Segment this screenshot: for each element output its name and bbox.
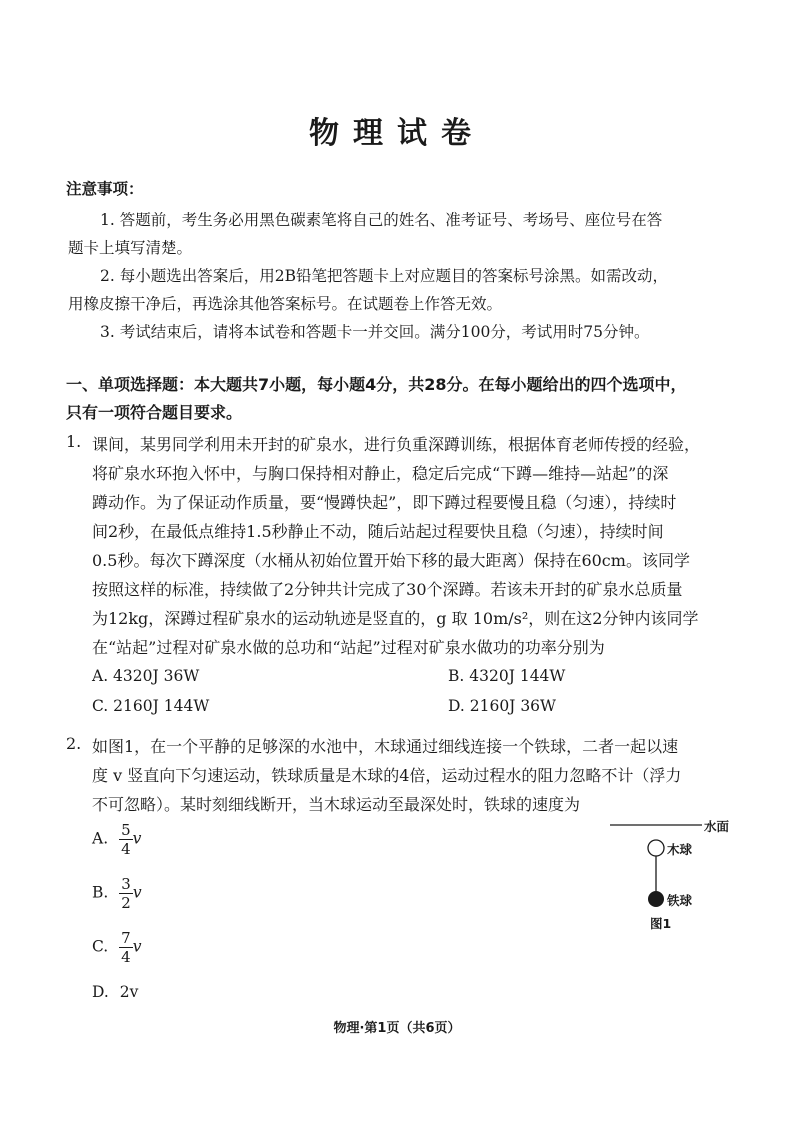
question-number: 1. bbox=[66, 432, 82, 451]
fraction: $\frac{7}{4}$ bbox=[121, 929, 131, 966]
question-number: 2. bbox=[66, 734, 82, 753]
section-heading: 只有一项符合题目要求。 bbox=[66, 403, 243, 422]
iron-ball-label: 铁球 bbox=[667, 893, 693, 908]
section-heading: 一、单项选择题：本大题共7小题，每小题4分，共28分。在每小题给出的四个选项中， bbox=[66, 375, 687, 394]
figure-caption: 图1 bbox=[650, 916, 672, 931]
option-a: A. 4320J 36W bbox=[92, 667, 200, 685]
notice-heading: 注意事项： bbox=[66, 180, 144, 198]
question-text: 按照这样的标准，持续做了2分钟共计完成了30个深蹲。若该未开封的矿泉水总质量 bbox=[92, 580, 683, 599]
wood-ball-label: 木球 bbox=[667, 842, 693, 857]
water-label: 水面 bbox=[704, 819, 730, 834]
notice-line: 1. 答题前，考生务必用黑色碳素笔将自己的姓名、准考证号、考场号、座位号在答 bbox=[100, 211, 663, 229]
option-d: D. 2160J 36W bbox=[448, 697, 556, 715]
question-text: 为12kg，深蹲过程矿泉水的运动轨迹是竖直的，g 取 10m/s²，则在这2分钟内该同学 bbox=[92, 609, 699, 628]
iron-ball bbox=[648, 891, 664, 907]
option-a: A. $\frac{5}{4}$ v bbox=[92, 821, 142, 858]
fraction: $\frac{3}{2}$ bbox=[121, 875, 131, 912]
figure-1 bbox=[606, 815, 736, 935]
option-c: C. $\frac{7}{4}$ v bbox=[92, 929, 142, 966]
option-b: B. $\frac{3}{2}$ v bbox=[92, 875, 142, 912]
question-text: 不可忽略）。某时刻细线断开，当木球运动至最深处时，铁球的速度为 bbox=[92, 795, 581, 814]
question-text: 间2秒，在最低点维持1.5秒静止不动，随后站起过程要快且稳（匀速），持续时间 bbox=[92, 522, 664, 541]
question-text: 课间，某男同学利用未开封的矿泉水，进行负重深蹲训练，根据体育老师传授的经验， bbox=[92, 435, 701, 454]
page-footer: 物理·第1页（共6页） bbox=[333, 1021, 461, 1036]
notice-line: 3. 考试结束后，请将本试卷和答题卡一并交回。满分100分，考试用时75分钟。 bbox=[100, 323, 650, 341]
question-text: 蹲动作。为了保证动作质量，要“慢蹲快起”，即下蹲过程要慢且稳（匀速），持续时 bbox=[92, 493, 677, 512]
question-text: 度 v 竖直向下匀速运动，铁球质量是木球的4倍，运动过程水的阻力忽略不计（浮力 bbox=[92, 766, 682, 785]
question-text: 在“站起”过程对矿泉水做的总功和“站起”过程对矿泉水做功的功率分别为 bbox=[92, 638, 605, 657]
option-c: C. 2160J 144W bbox=[92, 697, 210, 715]
notice-line: 用橡皮擦干净后，再选涂其他答案标号。在试题卷上作答无效。 bbox=[68, 295, 503, 313]
notice-line: 2. 每小题选出答案后，用2B铅笔把答题卡上对应题目的答案标号涂黑。如需改动， bbox=[100, 267, 668, 285]
question-text: 如图1，在一个平静的足够深的水池中，木球通过细线连接一个铁球，二者一起以速 bbox=[92, 737, 679, 756]
question-text: 将矿泉水环抱入怀中，与胸口保持相对静止，稳定后完成“下蹲—维持—站起”的深 bbox=[92, 464, 669, 483]
page-title: 物理试卷 bbox=[309, 116, 485, 151]
option-d: D. 2v bbox=[92, 983, 139, 1001]
option-b: B. 4320J 144W bbox=[448, 667, 566, 685]
fraction: $\frac{5}{4}$ bbox=[121, 821, 131, 858]
question-text: 0.5秒。每次下蹲深度（水桶从初始位置开始下移的最大距离）保持在60cm。该同学 bbox=[92, 551, 690, 570]
wood-ball bbox=[648, 840, 664, 856]
notice-line: 题卡上填写清楚。 bbox=[68, 239, 193, 257]
